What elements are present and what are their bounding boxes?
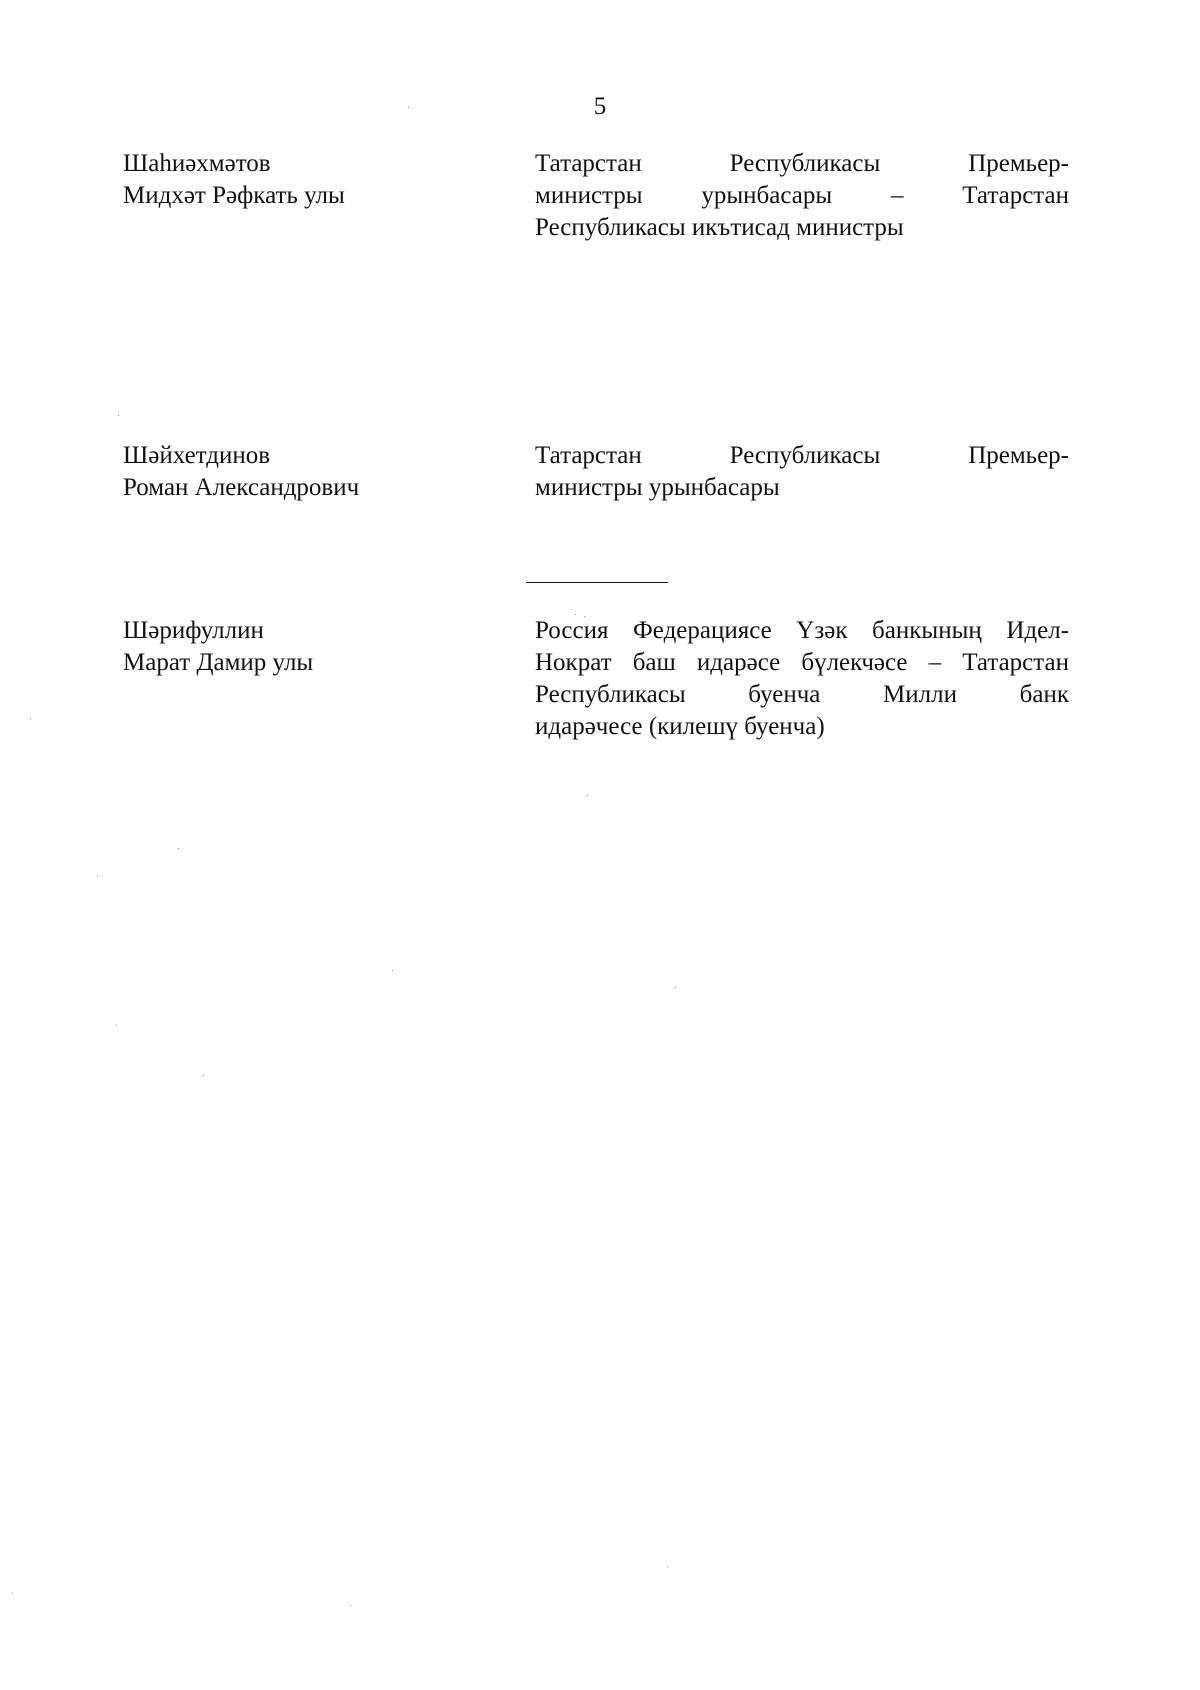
member-entry — [0, 440, 1200, 520]
member-surname: Шәрифуллин — [123, 617, 264, 644]
member-surname: Шәйхетдинов — [123, 442, 271, 469]
position-line: идарәчесе (килешү буенча) — [535, 713, 825, 740]
position-line: министры урынбасары – Татарстан — [535, 182, 1069, 209]
member-list — [0, 148, 1200, 740]
member-entry — [0, 615, 1200, 755]
member-name — [123, 615, 483, 679]
position-line: Россия Федерациясе Үзәк банкының Идел- — [535, 617, 1069, 644]
member-given-name: Роман Александрович — [123, 474, 360, 501]
position-line: Республикасы буенча Милли банк — [535, 681, 1069, 708]
member-given-name: Мидхәт Рәфкать улы — [123, 182, 345, 209]
member-name — [123, 440, 483, 504]
position-line: Республикасы икътисад министры — [535, 214, 904, 241]
position-line: Татарстан Республикасы Премьер- — [535, 150, 1069, 177]
member-position — [535, 440, 1069, 504]
member-given-name: Марат Дамир улы — [123, 649, 314, 676]
member-position — [535, 615, 1069, 743]
member-entry — [0, 148, 1200, 288]
member-name — [123, 148, 483, 212]
closing-divider — [526, 582, 668, 583]
position-line: министры урынбасары — [535, 474, 780, 501]
position-line: Татарстан Республикасы Премьер- — [535, 442, 1069, 469]
page-number: 5 — [593, 93, 607, 120]
member-position — [535, 148, 1069, 244]
member-surname: Шаһиәхмәтов — [123, 150, 271, 177]
position-line: Нократ баш идарәсе бүлекчәсе – Татарстан — [535, 649, 1069, 676]
